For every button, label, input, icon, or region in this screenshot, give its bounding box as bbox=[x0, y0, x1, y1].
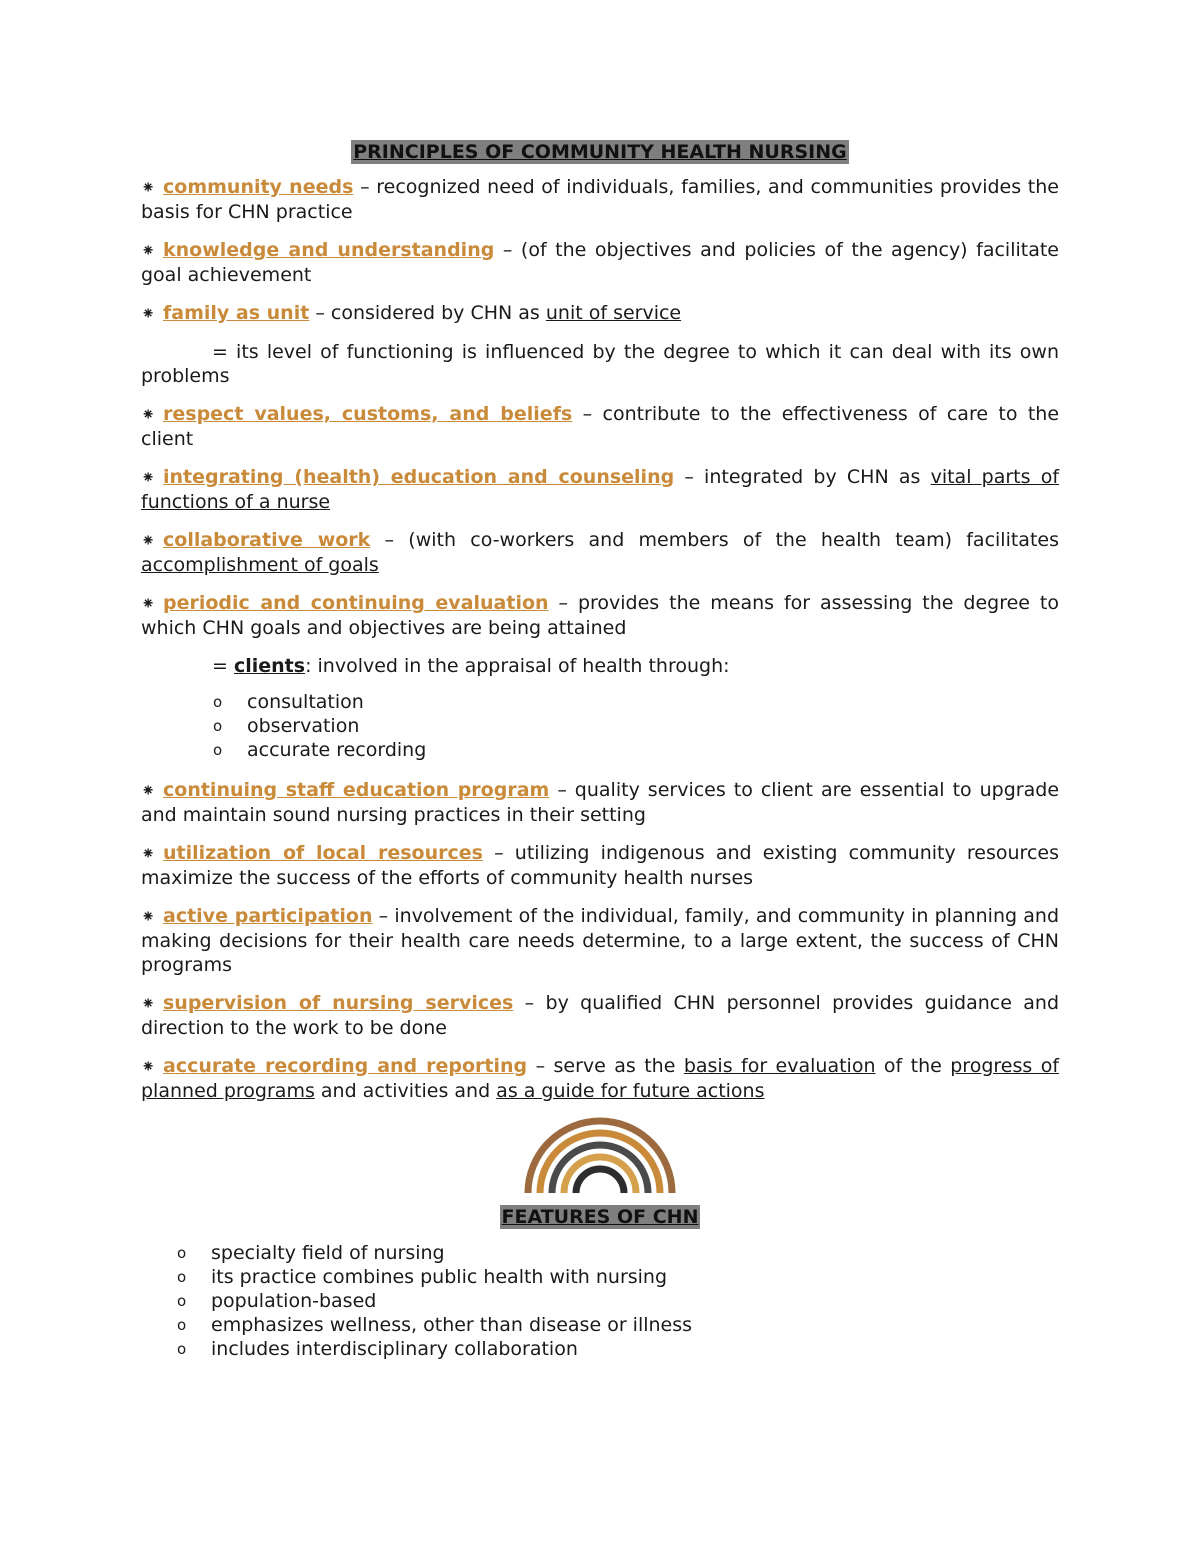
principle-text: – by qualified CHN personnel provides guidance and direction to the work to be done bbox=[141, 992, 1060, 1039]
principle-text: – (with co-workers and members of the health team) facilitates bbox=[370, 529, 1059, 551]
list-item-text: population-based bbox=[211, 1290, 377, 1312]
principle-text: and activities and bbox=[314, 1080, 497, 1102]
principle-active-participation bbox=[141, 904, 1059, 977]
clients-note bbox=[141, 654, 1059, 678]
underlined-phrase: unit of service bbox=[545, 302, 682, 324]
principle-term: active participation bbox=[163, 905, 373, 927]
star-bullet-icon: ⁕ bbox=[141, 594, 156, 614]
features-title: FEATURES OF CHN bbox=[501, 1206, 699, 1228]
list-item bbox=[141, 690, 1059, 714]
principle-text: – recognized need of individuals, families, and communities provides the basis for CHN practice bbox=[141, 176, 1059, 223]
underlined-phrase: as a guide for future actions bbox=[496, 1080, 765, 1102]
principle-text: – integrated by CHN as bbox=[674, 466, 931, 488]
principle-local-resources bbox=[141, 841, 1059, 890]
principle-text: – quality services to client are essential to upgrade and maintain sound nursing practices in their setting bbox=[141, 779, 1060, 826]
features-title-container bbox=[141, 1205, 1059, 1229]
principle-integrating-education bbox=[141, 465, 1059, 514]
star-bullet-icon: ⁕ bbox=[141, 241, 156, 261]
circle-bullet-icon: o bbox=[213, 717, 223, 735]
star-bullet-icon: ⁕ bbox=[141, 781, 156, 801]
principle-text: – (of the objectives and policies of the agency) facilitate goal achievement bbox=[141, 239, 1059, 286]
list-item-text: accurate recording bbox=[247, 739, 427, 761]
circle-bullet-icon: o bbox=[177, 1244, 187, 1262]
list-item-text: observation bbox=[247, 715, 360, 737]
circle-bullet-icon: o bbox=[177, 1340, 187, 1358]
star-bullet-icon: ⁕ bbox=[141, 405, 156, 425]
document-page bbox=[141, 140, 1059, 1377]
principle-term: continuing staff education program bbox=[163, 779, 550, 801]
list-item-text: its practice combines public health with nursing bbox=[211, 1266, 668, 1288]
list-item-text: emphasizes wellness, other than disease or illness bbox=[211, 1314, 693, 1336]
principle-recording-reporting bbox=[141, 1054, 1059, 1103]
principle-term: knowledge and understanding bbox=[163, 239, 495, 261]
underlined-phrase: accomplishment of goals bbox=[141, 554, 379, 576]
star-bullet-icon: ⁕ bbox=[141, 531, 156, 551]
underlined-phrase: progress of planned programs bbox=[141, 1055, 1060, 1102]
circle-bullet-icon: o bbox=[177, 1268, 187, 1286]
underlined-phrase: vital parts of functions of a nurse bbox=[141, 466, 1060, 513]
list-item bbox=[141, 1265, 1059, 1289]
principle-term: collaborative work bbox=[163, 529, 371, 551]
star-bullet-icon: ⁕ bbox=[141, 304, 156, 324]
page-title: PRINCIPLES OF COMMUNITY HEALTH NURSING bbox=[353, 141, 847, 163]
list-item bbox=[141, 714, 1059, 738]
star-bullet-icon: ⁕ bbox=[141, 1057, 156, 1077]
star-bullet-icon: ⁕ bbox=[141, 178, 156, 198]
circle-bullet-icon: o bbox=[177, 1292, 187, 1310]
principle-supervision bbox=[141, 991, 1059, 1040]
list-item bbox=[141, 1313, 1059, 1337]
principle-respect-values bbox=[141, 402, 1059, 451]
principle-term: community needs bbox=[163, 176, 354, 198]
note-text: : involved in the appraisal of health through: bbox=[305, 655, 730, 677]
principle-term: respect values, customs, and beliefs bbox=[163, 403, 573, 425]
family-note bbox=[141, 340, 1059, 388]
appraisal-methods-list bbox=[141, 690, 1059, 762]
title-container bbox=[141, 140, 1059, 164]
list-item-text: specialty field of nursing bbox=[211, 1242, 445, 1264]
rainbow-decoration bbox=[141, 1117, 1059, 1195]
principle-periodic-evaluation bbox=[141, 591, 1059, 640]
rainbow-icon bbox=[522, 1117, 678, 1195]
principle-text: – contribute to the effectiveness of care to the client bbox=[141, 403, 1060, 450]
principle-term: supervision of nursing services bbox=[163, 992, 514, 1014]
list-item bbox=[141, 1337, 1059, 1361]
underlined-phrase: basis for evaluation bbox=[683, 1055, 876, 1077]
note-prefix: = bbox=[212, 655, 234, 677]
principle-text: – serve as the bbox=[527, 1055, 684, 1077]
star-bullet-icon: ⁕ bbox=[141, 907, 156, 927]
star-bullet-icon: ⁕ bbox=[141, 844, 156, 864]
note-text: = its level of functioning is influenced by the degree to which it can deal with its own problems bbox=[141, 341, 1059, 387]
principle-text: – involvement of the individual, family, and community in planning and making decisions for their health care needs determine, to a large extent, the success of CHN programs bbox=[141, 905, 1059, 976]
principle-knowledge bbox=[141, 238, 1059, 287]
principle-community-needs bbox=[141, 175, 1059, 224]
rainbow-arc bbox=[576, 1169, 624, 1193]
circle-bullet-icon: o bbox=[213, 693, 223, 711]
principle-term: integrating (health) education and counseling bbox=[163, 466, 675, 488]
principle-text: – utilizing indigenous and existing community resources maximize the success of the efforts of community health nurses bbox=[141, 842, 1059, 889]
star-bullet-icon: ⁕ bbox=[141, 468, 156, 488]
list-item-text: consultation bbox=[247, 691, 364, 713]
principle-term: family as unit bbox=[163, 302, 310, 324]
star-bullet-icon: ⁕ bbox=[141, 994, 156, 1014]
principle-text: – provides the means for assessing the degree to which CHN goals and objectives are being attained bbox=[141, 592, 1060, 639]
circle-bullet-icon: o bbox=[177, 1316, 187, 1334]
principle-collaborative-work bbox=[141, 528, 1059, 577]
circle-bullet-icon: o bbox=[213, 741, 223, 759]
list-item bbox=[141, 738, 1059, 762]
principle-text: – considered by CHN as bbox=[309, 302, 546, 324]
principle-term: accurate recording and reporting bbox=[163, 1055, 528, 1077]
principle-term: utilization of local resources bbox=[163, 842, 483, 864]
list-item bbox=[141, 1241, 1059, 1265]
principle-term: periodic and continuing evaluation bbox=[163, 592, 549, 614]
list-item bbox=[141, 1289, 1059, 1313]
features-list bbox=[141, 1241, 1059, 1361]
principle-staff-education bbox=[141, 778, 1059, 827]
principle-family-as-unit bbox=[141, 301, 1059, 326]
clients-label: clients bbox=[233, 655, 306, 677]
list-item-text: includes interdisciplinary collaboration bbox=[211, 1338, 578, 1360]
principle-text: of the bbox=[875, 1055, 951, 1077]
